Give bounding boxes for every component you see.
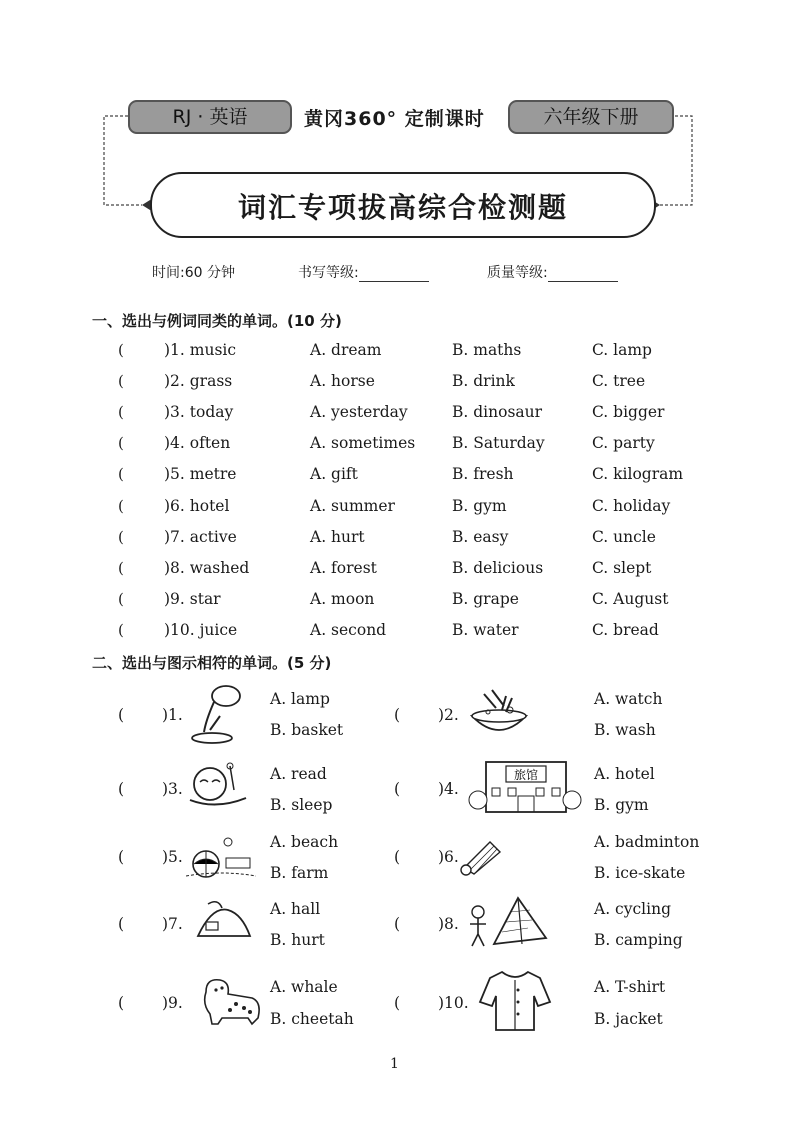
writing-grade-label: 书写等级: (298, 265, 359, 281)
washing-hands-icon (466, 684, 532, 744)
page-number: 1 (390, 1056, 399, 1072)
q2-3-option-a[interactable]: A. read (270, 765, 327, 783)
q2-7-option-b[interactable]: B. hurt (270, 931, 325, 949)
q2-8-option-a[interactable]: A. cycling (594, 900, 671, 918)
option-c[interactable]: C. holiday (592, 496, 671, 515)
q2-10-paren: ( (394, 994, 401, 1012)
option-a[interactable]: A. dream (310, 341, 382, 359)
option-b[interactable]: B. easy (452, 527, 509, 546)
option-c[interactable]: C. slept (592, 558, 652, 577)
option-b[interactable]: B. delicious (452, 558, 544, 577)
q2-5-paren: ( (118, 848, 125, 866)
shuttlecock-icon (456, 836, 504, 876)
q2-8-paren: ( (394, 915, 401, 933)
answer-paren: ( (118, 496, 124, 515)
tent-icon (466, 892, 548, 952)
q2-3-option-b[interactable]: B. sleep (270, 796, 333, 814)
time-label: 时间:60 分钟 (152, 265, 235, 281)
answer-paren: ( (118, 527, 124, 546)
option-b[interactable]: B. fresh (452, 465, 514, 484)
cheetah-icon (192, 970, 266, 1028)
answer-paren: ( (118, 372, 124, 391)
question-word: )7. active (164, 527, 237, 546)
q2-7-option-a[interactable]: A. hall (270, 900, 321, 918)
question-word: )1. music (164, 341, 237, 359)
q2-6-option-b[interactable]: B. ice-skate (594, 864, 686, 882)
question-row (0, 372, 794, 392)
quality-grade-blank (548, 267, 618, 282)
option-a[interactable]: A. forest (310, 558, 377, 577)
q2-8-number: )8. (438, 915, 459, 933)
option-b[interactable]: B. drink (452, 372, 515, 391)
option-a[interactable]: A. moon (310, 589, 375, 608)
grade-pill: 六年级下册 (508, 100, 674, 134)
hotel-building-icon (468, 758, 584, 818)
option-b[interactable]: B. grape (452, 589, 519, 608)
question-word: )9. star (164, 589, 221, 608)
q2-9-option-a[interactable]: A. whale (270, 978, 338, 996)
question-word: )4. often (164, 434, 231, 453)
option-c[interactable]: C. uncle (592, 527, 656, 546)
option-c[interactable]: C. lamp (592, 341, 652, 359)
question-row (0, 559, 794, 579)
q2-10-option-a[interactable]: A. T-shirt (594, 978, 666, 996)
option-c[interactable]: C. kilogram (592, 465, 684, 484)
answer-paren: ( (118, 465, 124, 484)
option-b[interactable]: B. Saturday (452, 434, 545, 453)
subject-pill: RJ · 英语 (128, 100, 292, 134)
q2-2-option-a[interactable]: A. watch (594, 690, 663, 708)
title-banner (150, 172, 656, 238)
option-a[interactable]: A. yesterday (310, 403, 408, 422)
option-b[interactable]: B. maths (452, 341, 522, 359)
q2-2-paren: ( (394, 706, 401, 724)
question-word: )2. grass (164, 372, 233, 391)
option-c[interactable]: C. tree (592, 372, 646, 391)
q2-4-number: )4. (438, 780, 459, 798)
writing-grade (298, 262, 429, 282)
question-row (0, 528, 794, 548)
page-title: 词汇专项拔高综合检测题 (237, 191, 568, 224)
option-a[interactable]: A. hurt (310, 527, 365, 546)
q2-9-number: )9. (162, 994, 183, 1012)
q2-9-option-b[interactable]: B. cheetah (270, 1010, 354, 1028)
shirt-icon (478, 968, 552, 1034)
q2-1-paren: ( (118, 706, 125, 724)
desk-lamp-icon (186, 682, 246, 746)
answer-paren: ( (118, 620, 124, 639)
option-b[interactable]: B. water (452, 620, 519, 639)
question-row (0, 590, 794, 610)
q2-1-option-a[interactable]: A. lamp (270, 690, 330, 708)
q2-5-option-b[interactable]: B. farm (270, 864, 329, 882)
section2-heading: 二、选出与图示相符的单词。(5 分) (92, 654, 332, 672)
option-c[interactable]: C. bread (592, 620, 659, 639)
question-word: )3. today (164, 403, 234, 422)
hotel-sign: 旅馆 (513, 768, 539, 782)
question-row (0, 465, 794, 485)
answer-paren: ( (118, 341, 124, 359)
answer-paren: ( (118, 558, 124, 577)
writing-grade-blank (359, 267, 429, 282)
q2-10-number: )10. (438, 994, 469, 1012)
question-row (0, 403, 794, 423)
q2-4-option-b[interactable]: B. gym (594, 796, 649, 814)
q2-5-number: )5. (162, 848, 183, 866)
q2-4-paren: ( (394, 780, 401, 798)
option-b[interactable]: B. gym (452, 496, 507, 515)
question-row (0, 621, 794, 641)
q2-9-paren: ( (118, 994, 125, 1012)
q2-1-number: )1. (162, 706, 183, 724)
q2-7-paren: ( (118, 915, 125, 933)
option-b[interactable]: B. dinosaur (452, 403, 543, 422)
question-word: )6. hotel (164, 496, 230, 515)
question-row (0, 341, 794, 361)
question-row (0, 497, 794, 517)
series-title: 黄冈360° 定制课时 (304, 108, 485, 130)
question-word: )10. juice (164, 620, 238, 639)
q2-10-option-b[interactable]: B. jacket (594, 1010, 663, 1028)
q2-5-option-a[interactable]: A. beach (270, 833, 339, 851)
option-c[interactable]: C. August (592, 589, 669, 608)
quality-grade (487, 262, 618, 282)
option-a[interactable]: A. horse (310, 372, 375, 391)
q2-7-number: )7. (162, 915, 183, 933)
option-a[interactable]: A. second (310, 620, 387, 639)
q2-6-number: )6. (438, 848, 459, 866)
section1-heading: 一、选出与例词同类的单词。(10 分) (92, 312, 342, 330)
q2-3-paren: ( (118, 780, 125, 798)
q2-3-number: )3. (162, 780, 183, 798)
q2-8-option-b[interactable]: B. camping (594, 931, 683, 949)
q2-2-option-b[interactable]: B. wash (594, 721, 656, 739)
answer-paren: ( (118, 403, 124, 422)
q2-4-option-a[interactable]: A. hotel (594, 765, 655, 783)
question-word: )5. metre (164, 465, 237, 484)
option-a[interactable]: A. gift (310, 465, 358, 484)
answer-paren: ( (118, 434, 124, 453)
quality-grade-label: 质量等级: (487, 265, 548, 281)
sleeping-child-icon (186, 760, 252, 816)
option-a[interactable]: A. summer (310, 496, 395, 515)
answer-paren: ( (118, 589, 124, 608)
q2-6-option-a[interactable]: A. badminton (594, 833, 700, 851)
question-row (0, 434, 794, 454)
option-a[interactable]: A. sometimes (310, 434, 416, 453)
hurt-finger-icon (192, 896, 256, 946)
question-word: )8. washed (164, 558, 250, 577)
q2-6-paren: ( (394, 848, 401, 866)
option-c[interactable]: C. party (592, 434, 655, 453)
q2-2-number: )2. (438, 706, 459, 724)
option-c[interactable]: C. bigger (592, 403, 665, 422)
q2-1-option-b[interactable]: B. basket (270, 721, 344, 739)
beach-icon (186, 834, 256, 882)
